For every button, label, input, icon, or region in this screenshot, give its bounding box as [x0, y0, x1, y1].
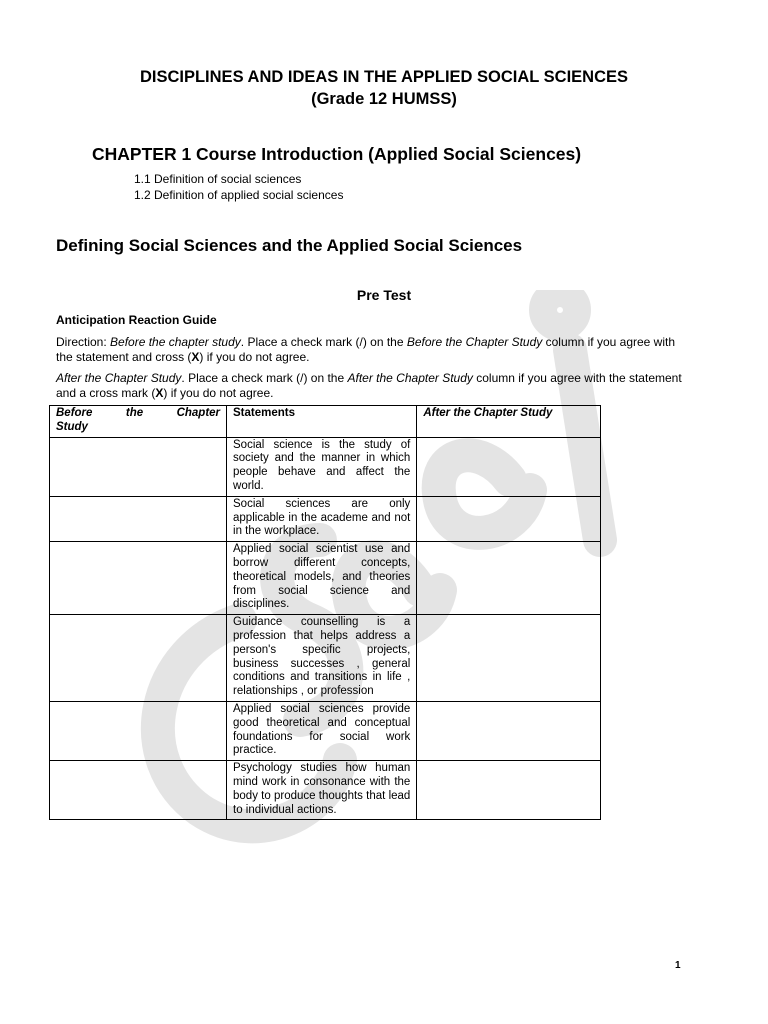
after-end-1: column if you agree with the statement and a cross mark ( — [56, 371, 682, 400]
reaction-guide-table — [49, 405, 601, 820]
statement-cell: Social science is the study of society and the manner in which people behave and affect the world. — [227, 437, 417, 496]
statement-cell: Guidance counselling is a profession that helps address a person's specific projects, business successes , general conditions and transitions in life , relationships , or profession — [227, 615, 417, 702]
document-title — [0, 66, 768, 110]
section-title: Defining Social Sciences and the Applied Social Sciences — [56, 236, 523, 255]
after-cell[interactable] — [417, 496, 601, 541]
header-word: Chapter — [176, 407, 221, 419]
table-row — [50, 496, 601, 541]
header-word: the — [125, 407, 144, 419]
statement-cell: Social sciences are only applicable in the academe and not in the workplace. — [227, 496, 417, 541]
title-line-2: (Grade 12 HUMSS) — [311, 90, 457, 108]
table-row — [50, 437, 601, 496]
before-cell[interactable] — [50, 542, 227, 615]
table-header-row — [50, 406, 601, 438]
table-row — [50, 542, 601, 615]
table-row — [50, 701, 601, 760]
direction-label: Direction: — [56, 335, 111, 349]
header-statements: Statements — [227, 406, 417, 438]
after-column-name: After the Chapter Study — [347, 371, 473, 385]
after-end-2: ) if you do not agree. — [163, 385, 274, 400]
table-row — [50, 615, 601, 702]
statement-cell: Applied social sciences provide good theoretical and conceptual foundations for social work practice. — [227, 701, 417, 760]
before-cell[interactable] — [50, 615, 227, 702]
header-word: Before — [56, 407, 93, 419]
table-row — [50, 761, 601, 820]
direction-end-1: column if you agree with the statement and cross ( — [56, 335, 676, 364]
header-before-chapter-study — [50, 406, 227, 438]
header-after-chapter-study: After the Chapter Study — [417, 406, 601, 438]
pretest-title: Pre Test — [356, 287, 412, 303]
after-mid: . Place a check mark (/) on the — [181, 371, 348, 385]
after-paragraph — [56, 371, 688, 400]
before-cell[interactable] — [50, 496, 227, 541]
chapter-toc — [134, 172, 343, 203]
statement-cell: Applied social scientist use and borrow different concepts, theoretical models, and theories from social science and disciplines. — [227, 542, 417, 615]
after-cell[interactable] — [417, 437, 601, 496]
direction-column-name: Before the Chapter Study — [406, 335, 543, 349]
toc-item: 1.2 Definition of applied social sciences — [134, 187, 344, 202]
direction-paragraph — [56, 335, 688, 364]
after-cell[interactable] — [417, 701, 601, 760]
after-cell[interactable] — [417, 615, 601, 702]
chapter-title: CHAPTER 1 Course Introduction (Applied Social Sciences) — [92, 144, 582, 164]
after-cell[interactable] — [417, 761, 601, 820]
cross-mark: X — [155, 385, 164, 400]
guide-title: Anticipation Reaction Guide — [56, 313, 217, 327]
statement-cell: Psychology studies how human mind work in consonance with the body to produce thoughts that lead to individual actions. — [227, 761, 417, 820]
before-cell[interactable] — [50, 437, 227, 496]
cross-mark: X — [191, 349, 200, 364]
before-cell[interactable] — [50, 761, 227, 820]
direction-mid: . Place a check mark (/) on the — [240, 335, 407, 349]
direction-italic: Before the chapter study — [110, 335, 241, 349]
toc-item: 1.1 Definition of social sciences — [134, 172, 302, 186]
header-word: Study — [56, 420, 88, 433]
direction-end-2: ) if you do not agree. — [199, 349, 310, 364]
page-number: 1 — [675, 960, 681, 971]
after-italic: After the Chapter Study — [56, 371, 182, 385]
before-cell[interactable] — [50, 701, 227, 760]
after-cell[interactable] — [417, 542, 601, 615]
title-line-1: DISCIPLINES AND IDEAS IN THE APPLIED SOCIAL SCIENCES — [139, 68, 629, 86]
